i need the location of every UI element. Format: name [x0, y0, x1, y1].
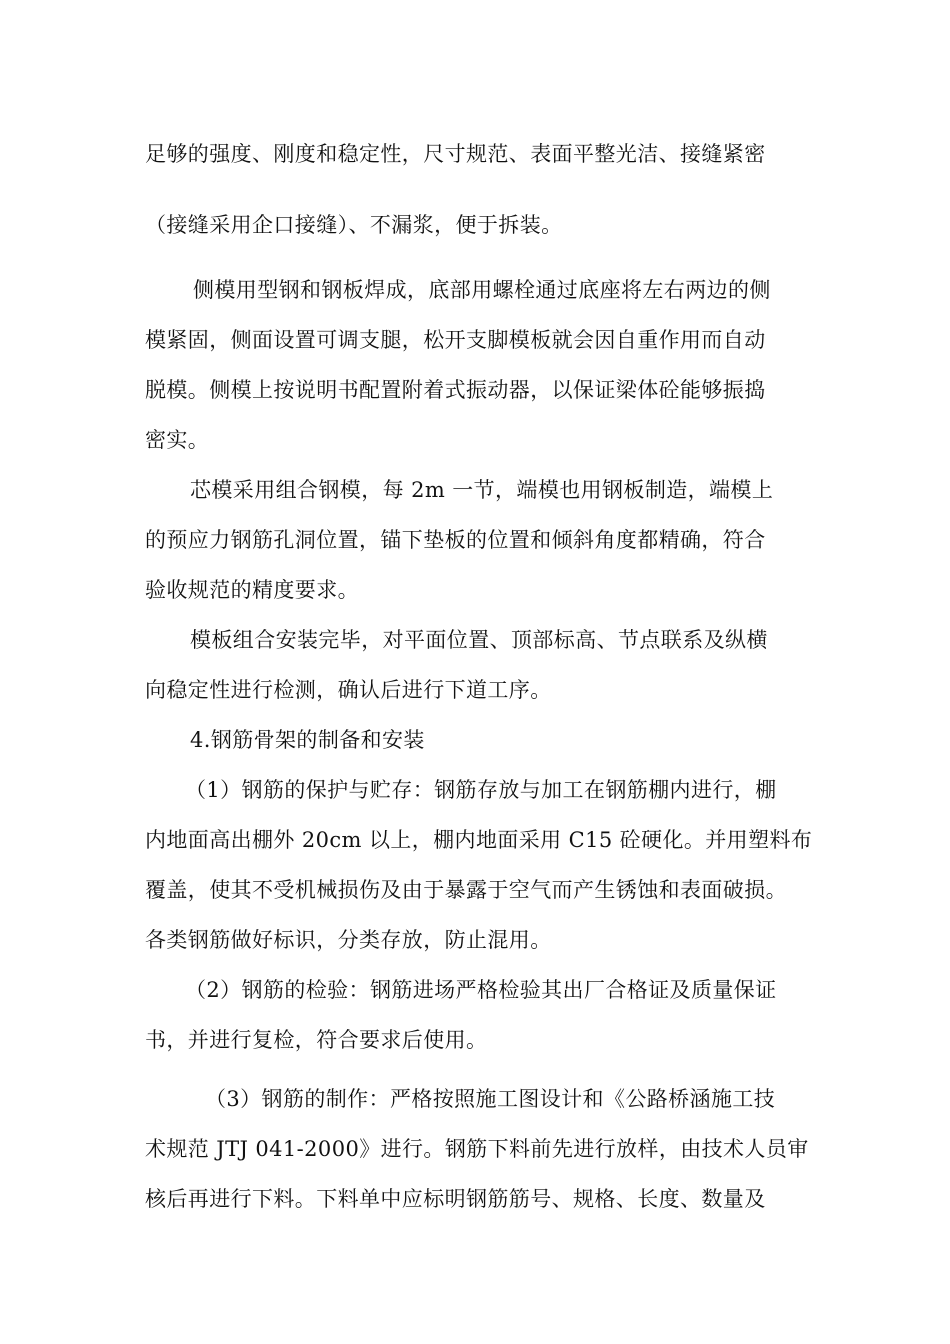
paragraph-line: 各类钢筋做好标识，分类存放，防止混用。	[145, 928, 552, 952]
paragraph-line: （3）钢筋的制作：严格按照施工图设计和《公路桥涵施工技	[205, 1087, 776, 1111]
paragraph-line: 验收规范的精度要求。	[145, 578, 359, 602]
paragraph-line: 模紧固，侧面设置可调支腿，松开支脚模板就会因自重作用而自动	[145, 328, 766, 352]
paragraph-line: 脱模。侧模上按说明书配置附着式振动器，以保证梁体砼能够振捣	[145, 378, 766, 402]
paragraph-line: 足够的强度、刚度和稳定性，尺寸规范、表面平整光洁、接缝紧密	[145, 142, 766, 166]
paragraph-line: （接缝采用企口接缝）、不漏浆，便于拆装。	[145, 213, 563, 237]
paragraph-line: （1）钢筋的保护与贮存：钢筋存放与加工在钢筋棚内进行，棚	[185, 778, 777, 802]
paragraph-line: 术规范 JTJ 041-2000》进行。钢筋下料前先进行放样，由技术人员审	[145, 1137, 809, 1161]
paragraph-line: 书，并进行复检，符合要求后使用。	[145, 1028, 488, 1052]
paragraph-line: 核后再进行下料。下料单中应标明钢筋筋号、规格、长度、数量及	[145, 1187, 766, 1211]
paragraph-line: 覆盖，使其不受机械损伤及由于暴露于空气而产生锈蚀和表面破损。	[145, 878, 787, 902]
paragraph-line: 向稳定性进行检测，确认后进行下道工序。	[145, 678, 552, 702]
paragraph-line: （2）钢筋的检验：钢筋进场严格检验其出厂合格证及质量保证	[185, 978, 777, 1002]
paragraph-line: 的预应力钢筋孔洞位置，锚下垫板的位置和倾斜角度都精确，符合	[145, 528, 766, 552]
paragraph-line: 芯模采用组合钢模，每 2m 一节，端模也用钢板制造，端模上	[190, 478, 774, 502]
section-heading: 4.钢筋骨架的制备和安装	[190, 728, 425, 752]
paragraph-line: 内地面高出棚外 20cm 以上，棚内地面采用 C15 砼硬化。并用塑料布	[145, 828, 813, 852]
paragraph-line: 侧模用型钢和钢板焊成，底部用螺栓通过底座将左右两边的侧	[193, 278, 771, 302]
paragraph-line: 模板组合安装完毕，对平面位置、顶部标高、节点联系及纵横	[190, 628, 768, 652]
paragraph-line: 密实。	[145, 428, 210, 452]
